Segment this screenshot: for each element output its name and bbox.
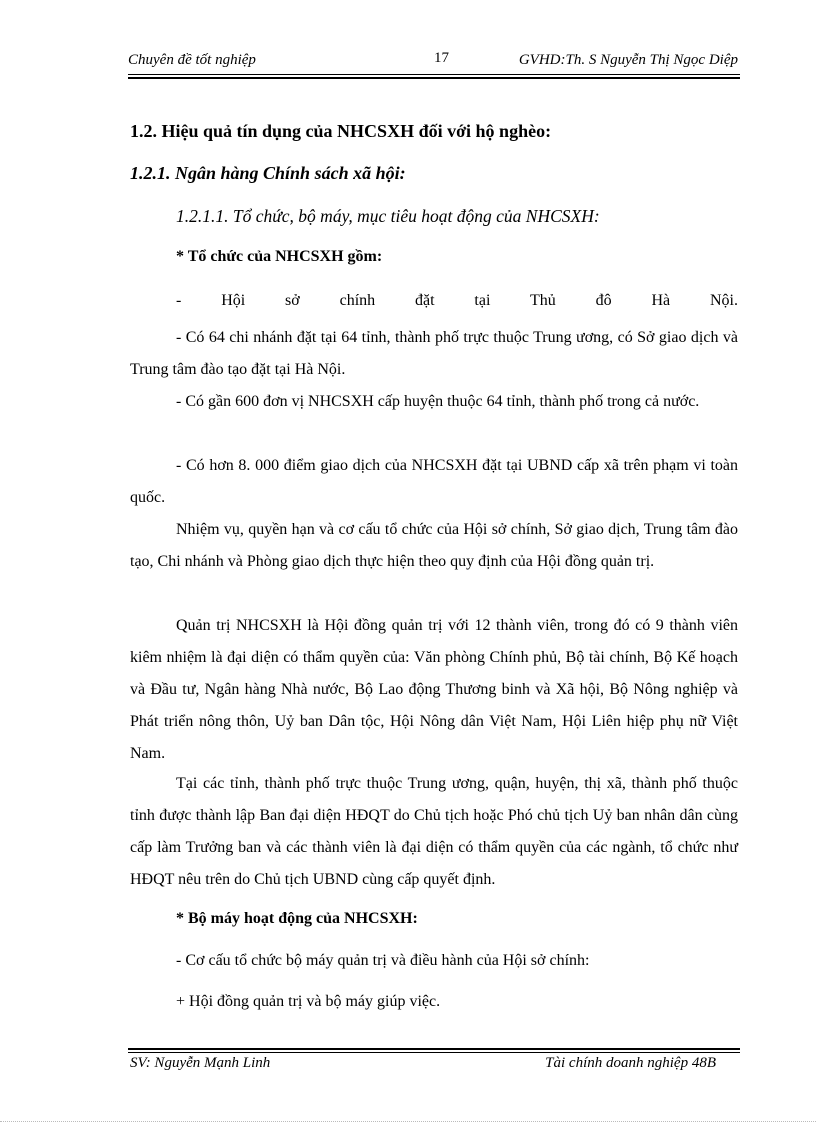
page-footer (128, 1055, 740, 1077)
paragraph-district-units: - Có gần 600 đơn vị NHCSXH cấp huyện thuộc 64 tỉnh, thành phố trong cả nước. (176, 393, 700, 410)
subheading-apparatus: * Bộ máy hoạt động của NHCSXH: (176, 910, 418, 927)
paragraph-branches: - Có 64 chi nhánh đặt tại 64 tỉnh, thành phố trực thuộc Trung ương, có Sở giao dịch và Trung tâm đào tạo đặt tại Hà Nội. (130, 329, 738, 378)
section-heading-1-2: 1.2. Hiệu quả tín dụng của NHCSXH đối với hộ nghèo: (130, 121, 552, 141)
paragraph-transaction-points: - Có hơn 8. 000 điểm giao dịch của NHCSXH đặt tại UBND cấp xã trên phạm vi toàn quốc. (130, 457, 738, 506)
section-heading-1-2-1: 1.2.1. Ngân hàng Chính sách xã hội: (130, 163, 406, 183)
header-rule-thick (128, 77, 740, 79)
header-right-text: GVHD:Th. S Nguyễn Thị Ngọc Diệp (518, 52, 738, 68)
header-left-text: Chuyên đề tốt nghiệp (128, 52, 256, 68)
section-heading-1-2-1-1: 1.2.1.1. Tổ chức, bộ máy, mục tiêu hoạt động của NHCSXH: (176, 206, 600, 226)
footer-rule-thick (128, 1048, 740, 1050)
subheading-organization: * Tổ chức của NHCSXH gồm: (176, 248, 383, 265)
bottom-dotted-border (0, 1121, 816, 1122)
footer-right-text: Tài chính doanh nghiệp 48B (545, 1055, 716, 1071)
paragraph-head-office: - Hội sở chính đặt tại Thủ đô Hà Nội. (176, 292, 738, 309)
header-rule-thin (128, 74, 740, 75)
line-structure: - Cơ cấu tổ chức bộ máy quản trị và điều hành của Hội sở chính: (176, 952, 590, 969)
line-board-support: + Hội đồng quản trị và bộ máy giúp việc. (176, 993, 441, 1010)
paragraph-provincial-boards: Tại các tỉnh, thành phố trực thuộc Trung ương, quận, huyện, thị xã, thành phố thuộc tỉnh được thành lập Ban đại diện HĐQT do Chủ tịch hoặc Phó chủ tịch Uỷ ban nhân dân cùng cấp làm Trưởng ban và các thành viên là đại diện có thẩm quyền của các ngành, tổ chức như HĐQT nêu trên do Chủ tịch UBND cùng cấp quyết định. (130, 775, 738, 888)
footer-rule-thin (128, 1052, 740, 1053)
paragraph-board: Quản trị NHCSXH là Hội đồng quản trị với 12 thành viên, trong đó có 9 thành viên kiêm nhiệm là đại diện có thẩm quyền của: Văn phòng Chính phủ, Bộ tài chính, Bộ Kế hoạch và Đầu tư, Ngân hàng Nhà nước, Bộ Lao động Thương binh và Xã hội, Bộ Nông nghiệp và Phát triển nông thôn, Uỷ ban Dân tộc, Hội Nông dân Việt Nam, Hội Liên hiệp phụ nữ Việt Nam. (130, 617, 738, 762)
page-number: 17 (434, 50, 449, 66)
page-header (128, 52, 740, 74)
footer-left-text: SV: Nguyễn Mạnh Linh (130, 1055, 271, 1071)
paragraph-duties: Nhiệm vụ, quyền hạn và cơ cấu tổ chức của Hội sở chính, Sở giao dịch, Trung tâm đào tạo, Chi nhánh và Phòng giao dịch thực hiện theo quy định của Hội đồng quản trị. (130, 521, 738, 570)
